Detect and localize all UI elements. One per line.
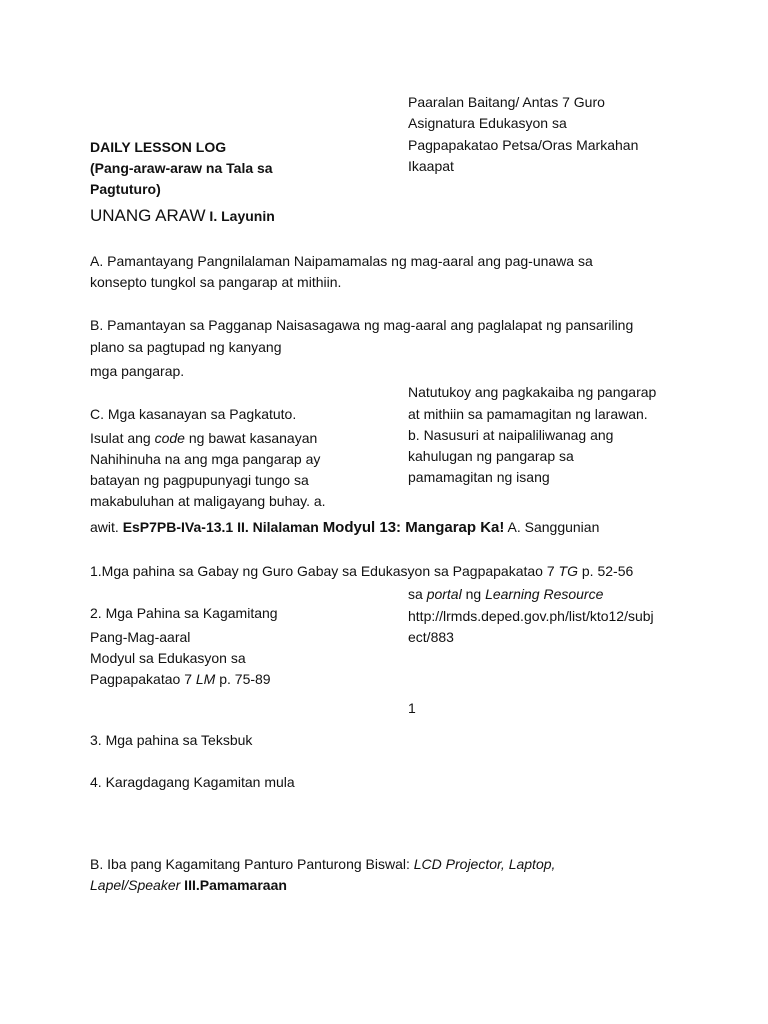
ref-3: 3. Mga pahina sa Teksbuk <box>90 732 253 748</box>
ref-2-url-line-1: http://lrmds.deped.gov.ph/list/kto12/subj <box>408 608 654 624</box>
ref-2-line-3: Modyul sa Edukasyon sa <box>90 650 246 666</box>
section-b2-line-2 <box>90 875 287 896</box>
title-line-3: Pagtuturo) <box>90 181 161 197</box>
section-c-line-4: batayan ng pagpupunyagi tungo sa <box>90 472 309 488</box>
header-right-line-1: Paaralan Baitang/ Antas 7 Guro <box>408 94 605 110</box>
section-c-line-5: makabuluhan at maligayang buhay. a. <box>90 493 326 509</box>
title-line-2: (Pang-araw-araw na Tala sa <box>90 160 273 176</box>
section-c-line-2-pre: Isulat ang <box>90 430 155 446</box>
pamamaraan-label: III.Pamamaraan <box>180 877 287 893</box>
section-c-line-3: Nahihinuha na ang mga pangarap ay <box>90 451 321 467</box>
ref-4: 4. Karagdagang Kagamitan mula <box>90 774 295 790</box>
ref-2-right-resource: Learning Resource <box>485 586 604 602</box>
title-line-1: DAILY LESSON LOG <box>90 139 227 155</box>
header-right-line-4: Ikaapat <box>408 158 454 174</box>
awit-pre: awit. <box>90 519 123 535</box>
objective-line-4: kahulugan ng pangarap sa <box>408 448 574 464</box>
day-heading <box>90 204 275 228</box>
section-b2-line-1 <box>90 854 555 875</box>
section-b-line-1: B. Pamantayan sa Pagganap Naisasagawa ng mag-aaral ang paglalapat ng pansariling <box>90 317 634 333</box>
section-c-line-2 <box>90 428 317 449</box>
section-c-line-2-post: ng bawat kasanayan <box>184 430 318 446</box>
ref-2-right-mid: ng <box>461 586 486 602</box>
ref-2-line-4-em: LM <box>195 671 216 687</box>
section-b2-pre: B. Iba pang Kagamitang Panturo Panturong Biswal: <box>90 856 414 872</box>
objective-line-2: at mithiin sa pamamagitan ng larawan. <box>408 406 648 422</box>
section-c-line-2-em: code <box>154 430 185 446</box>
competency-code: EsP7PB-IVa-13.1 <box>122 519 234 535</box>
ref-2-line-4 <box>90 669 271 690</box>
ref-1 <box>90 561 633 582</box>
awit-line <box>90 515 599 540</box>
ref-2-line-4-post: p. 75-89 <box>215 671 271 687</box>
ref-2-line-1: 2. Mga Pahina sa Kagamitang <box>90 605 278 621</box>
section-b2-equipment-2: Lapel/Speaker <box>90 877 181 893</box>
section-a-line-2: konsepto tungkol sa pangarap at mithiin. <box>90 274 342 290</box>
section-b-line-3: mga pangarap. <box>90 363 185 379</box>
ref-2-url-line-2: ect/883 <box>408 629 454 645</box>
ref-2-line-2: Pang-Mag-aaral <box>90 629 191 645</box>
day-heading-sub: I. Layunin <box>205 208 275 224</box>
ref-1-em: TG <box>558 563 578 579</box>
header-right-line-2: Asignatura Edukasyon sa <box>408 115 567 131</box>
objective-line-1: Natutukoy ang pagkakaiba ng pangarap <box>408 384 657 400</box>
page-number: 1 <box>408 700 416 716</box>
day-heading-main: UNANG ARAW <box>90 206 206 225</box>
section-a-line-1: A. Pamantayang Pangnilalaman Naipamamalas ng mag-aaral ang pag-unawa sa <box>90 253 593 269</box>
module-title: Modyul 13: Mangarap Ka! <box>322 519 505 536</box>
ref-2-right-pre: sa <box>408 586 427 602</box>
section-b2-equipment-1: LCD Projector, Laptop, <box>413 856 556 872</box>
objective-line-3: b. Nasusuri at naipaliliwanag ang <box>408 427 614 443</box>
ref-2-right-portal: portal <box>426 586 462 602</box>
ref-1-post: p. 52-56 <box>578 563 634 579</box>
header-right-line-3: Pagpapakatao Petsa/Oras Markahan <box>408 137 639 153</box>
section-b-line-2: plano sa pagtupad ng kanyang <box>90 339 282 355</box>
section-c-line-1: C. Mga kasanayan sa Pagkatuto. <box>90 406 297 422</box>
ref-2-line-4-pre: Pagpapakatao 7 <box>90 671 196 687</box>
nilalaman-label: II. Nilalaman <box>233 519 323 535</box>
ref-2-right-line-1 <box>408 584 603 605</box>
objective-line-5: pamamagitan ng isang <box>408 469 550 485</box>
sanggunian-label: A. Sanggunian <box>504 519 600 535</box>
ref-1-pre: 1.Mga pahina sa Gabay ng Guro Gabay sa Edukasyon sa Pagpapakatao 7 <box>90 563 559 579</box>
